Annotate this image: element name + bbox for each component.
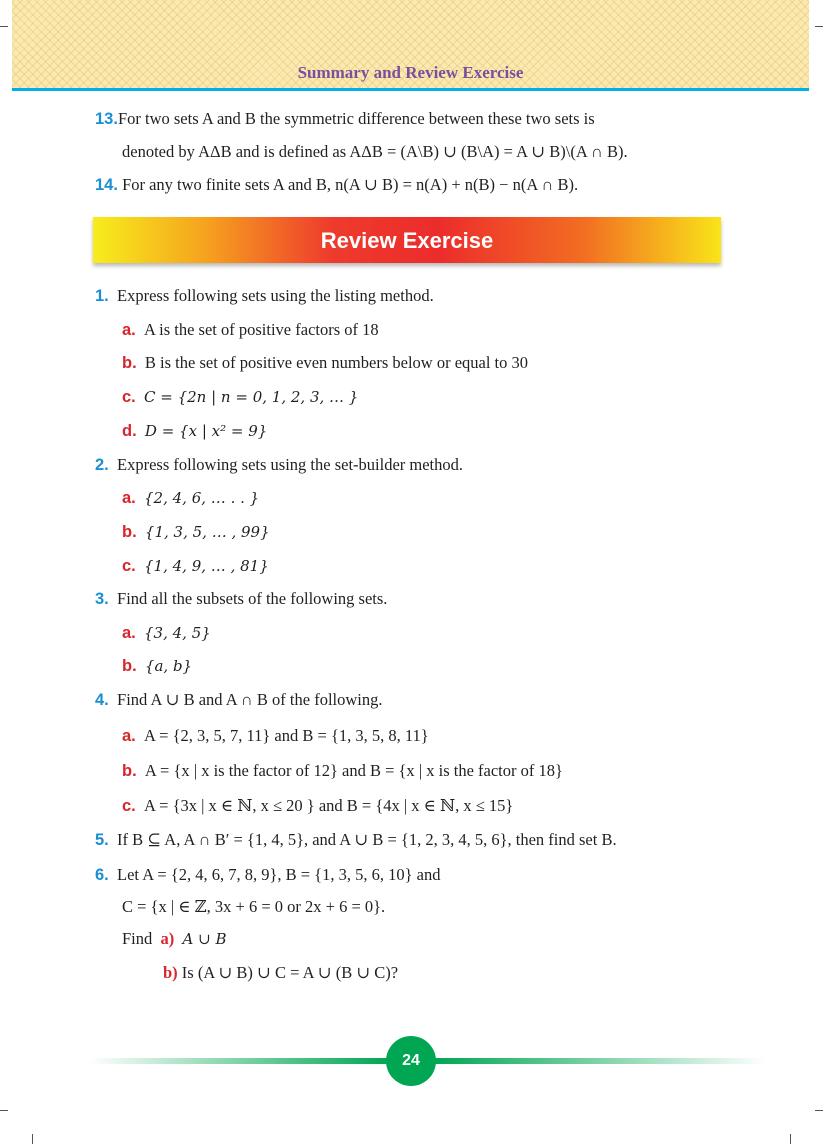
question-number: 1. (95, 287, 109, 305)
sub-label: c. (122, 388, 136, 406)
sub-question (122, 725, 429, 747)
sub-question (122, 352, 528, 374)
sub-question (122, 760, 563, 782)
item-text: denoted by AΔB and is defined as AΔB = (A\B) ∪ (B\A) = A ∪ B)\(A ∩ B). (122, 142, 628, 161)
part-b-label: b) (163, 963, 178, 982)
sub-question (122, 655, 192, 677)
item-text: For any two finite sets A and B, n(A ∪ B) = n(A) + n(B) − n(A ∩ B). (122, 175, 579, 194)
question-6 (95, 864, 440, 886)
item-text: For two sets A and B the symmetric difference between these two sets is (117, 109, 595, 128)
question-number: 5. (95, 831, 109, 849)
question-number: 2. (95, 456, 109, 474)
question-number: 4. (95, 691, 109, 709)
question-text: Let A = {2, 4, 6, 7, 8, 9}, B = {1, 3, 5, 6, 10} and (117, 865, 441, 884)
question-number: 6. (95, 866, 109, 884)
sub-text: D = {x | x² = 9} (144, 422, 268, 440)
crop-mark (32, 1134, 33, 1144)
summary-item-13 (95, 108, 595, 130)
page-title: Summary and Review Exercise (297, 63, 524, 82)
question-6-part-b (163, 962, 398, 984)
crop-mark (0, 1110, 8, 1111)
question-text: If B ⊆ A, A ∩ B′ = {1, 4, 5}, and A ∪ B = {1, 2, 3, 4, 5, 6}, then find set B. (117, 830, 617, 849)
sub-label: a. (122, 321, 136, 339)
sub-label: a. (122, 624, 136, 642)
question-3 (95, 588, 387, 610)
sub-question (122, 555, 269, 577)
sub-question (122, 386, 358, 408)
sub-text: A is the set of positive factors of 18 (144, 320, 379, 339)
header-divider (12, 88, 809, 91)
crop-mark (815, 1110, 823, 1111)
sub-label: b. (122, 523, 137, 541)
question-text: Find all the subsets of the following sets. (117, 589, 388, 608)
sub-label: b. (122, 762, 137, 780)
crop-mark (790, 1134, 791, 1144)
footer-rule-left (88, 1058, 388, 1064)
question-1 (95, 285, 434, 307)
sub-text: A = {2, 3, 5, 7, 11} and B = {1, 3, 5, 8, 11} (144, 726, 429, 745)
summary-item-13-cont (122, 141, 628, 163)
question-text: Find A ∪ B and A ∩ B of the following. (117, 690, 383, 709)
sub-label: b. (122, 354, 137, 372)
sub-question (122, 319, 379, 341)
sub-question (122, 487, 259, 509)
sub-label: d. (122, 422, 137, 440)
sub-text: {2, 4, 6, … . . } (144, 489, 260, 507)
sub-label: a. (122, 489, 136, 507)
sub-label: c. (122, 557, 136, 575)
question-4 (95, 689, 382, 711)
sub-label: b. (122, 657, 137, 675)
crop-mark (0, 26, 8, 27)
question-6-find (122, 928, 226, 950)
banner-title: Review Exercise (320, 228, 494, 253)
sub-text: {3, 4, 5} (144, 624, 211, 642)
review-exercise-banner (93, 217, 721, 263)
sub-question (122, 521, 270, 543)
sub-text: A = {3x | x ∈ ℕ, x ≤ 20 } and B = {4x | x ∈ ℕ, x ≤ 15} (144, 796, 514, 815)
question-5 (95, 829, 617, 851)
question-6-line2 (122, 896, 385, 918)
sub-text: {1, 3, 5, … , 99} (144, 523, 270, 541)
footer-rule-right (434, 1058, 766, 1064)
sub-text: {1, 4, 9, … , 81} (144, 557, 269, 575)
part-b-text: Is (A ∪ B) ∪ C = A ∪ (B ∪ C)? (181, 963, 399, 982)
sub-question (122, 795, 513, 817)
page-number: 24 (386, 1036, 436, 1086)
summary-item-14 (95, 174, 578, 196)
question-2 (95, 454, 463, 476)
sub-label: a. (122, 727, 136, 745)
part-a-label: a) (160, 929, 175, 948)
sub-text: B is the set of positive even numbers below or equal to 30 (144, 353, 529, 372)
item-number: 14. (95, 176, 118, 194)
question-text: Express following sets using the set-builder method. (117, 455, 464, 474)
question-text: C = {x | ∈ ℤ, 3x + 6 = 0 or 2x + 6 = 0}. (122, 897, 386, 916)
sub-text: C = {2n | n = 0, 1, 2, 3, … } (144, 388, 359, 406)
find-word: Find (122, 929, 153, 948)
question-number: 3. (95, 590, 109, 608)
sub-question (122, 622, 211, 644)
sub-label: c. (122, 797, 136, 815)
sub-question (122, 420, 267, 442)
part-a-text: A ∪ B (182, 930, 227, 948)
item-number: 13. (95, 110, 118, 128)
sub-text: {a, b} (144, 657, 193, 675)
sub-text: A = {x | x is the factor of 12} and B = {x | x is the factor of 18} (144, 761, 563, 780)
crop-mark (815, 26, 823, 27)
question-text: Express following sets using the listing method. (117, 286, 434, 305)
